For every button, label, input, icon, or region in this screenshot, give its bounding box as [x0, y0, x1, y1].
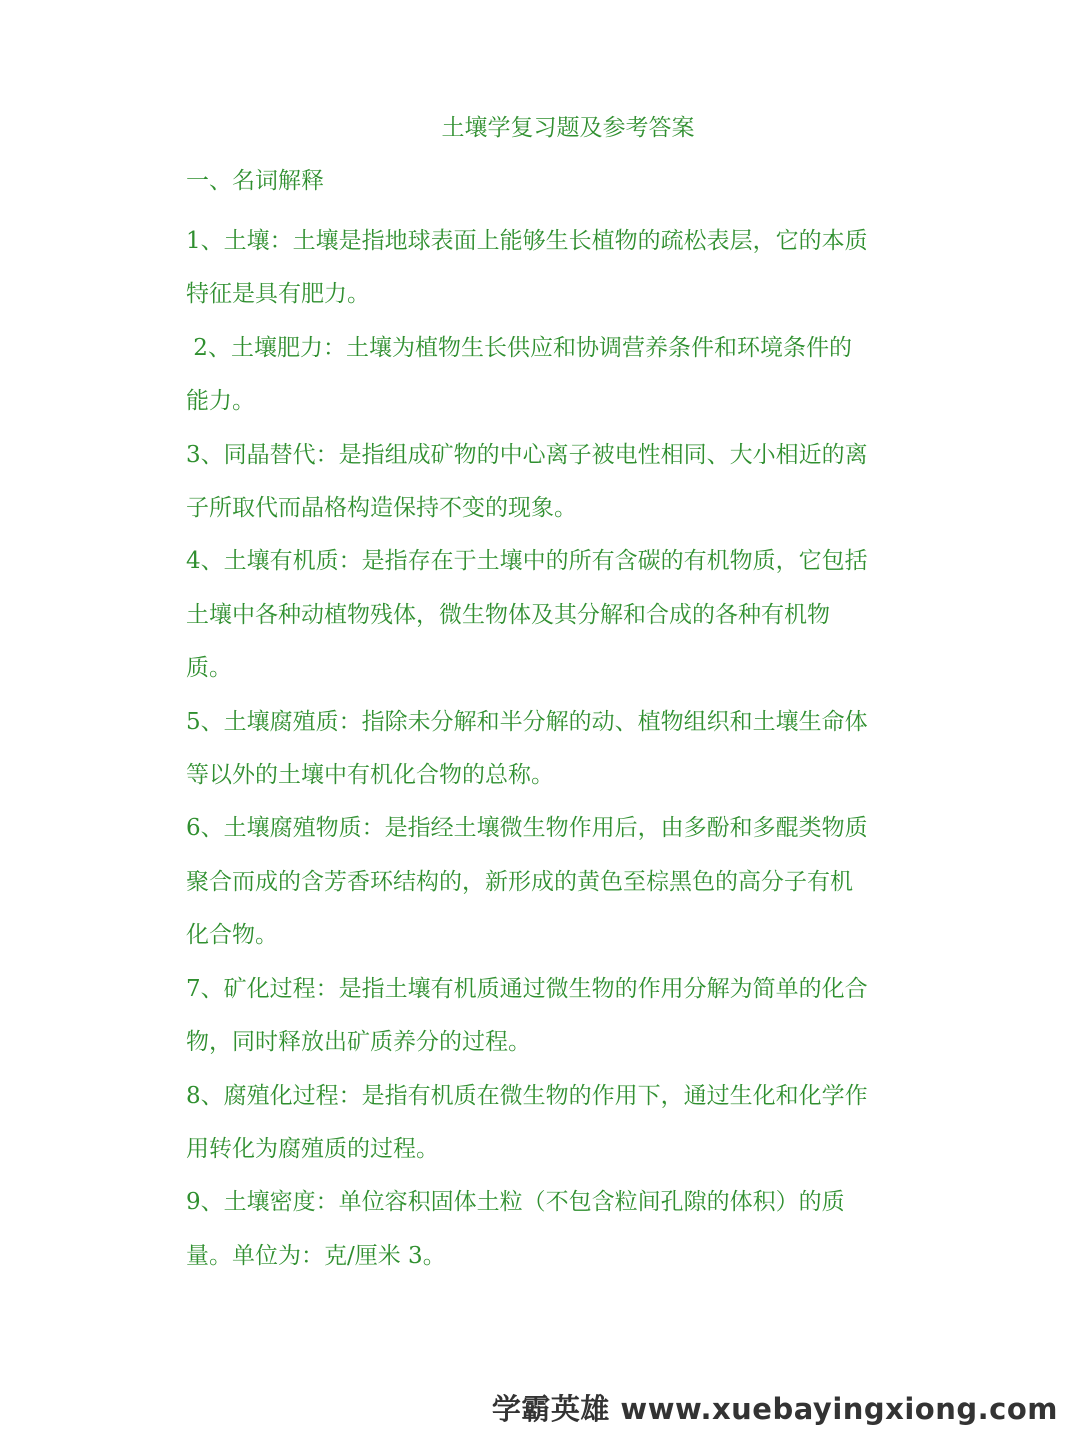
entry-line: 2、土壤肥力：土壤为植物生长供应和协调营养条件和环境条件的: [186, 334, 852, 361]
entry-line: 等以外的土壤中有机化合物的总称。: [186, 762, 554, 789]
entry-line: 聚合而成的含芳香环结构的，新形成的黄色至棕黑色的高分子有机: [186, 868, 853, 895]
entry-line: 3、同晶替代：是指组成矿物的中心离子被电性相同、大小相近的离: [186, 441, 868, 468]
definition-entry: [186, 1176, 896, 1283]
definition-entry: [186, 322, 896, 429]
entry-line: 用转化为腐殖质的过程。: [186, 1135, 439, 1162]
definition-entry: [186, 1070, 896, 1177]
definition-entry: [186, 696, 896, 803]
definition-entry: [186, 429, 896, 536]
definition-entry: [186, 802, 896, 962]
definitions-list: [186, 215, 896, 1283]
entry-line: 能力。: [186, 388, 255, 415]
entry-line: 土壤中各种动植物残体，微生物体及其分解和合成的各种有机物: [186, 601, 830, 628]
entry-line: 4、土壤有机质：是指存在于土壤中的所有含碳的有机物质，它包括: [186, 548, 868, 575]
entry-line: 化合物。: [186, 922, 278, 949]
entry-line: 物，同时释放出矿质养分的过程。: [186, 1029, 531, 1056]
entry-line: 7、矿化过程：是指土壤有机质通过微生物的作用分解为简单的化合: [186, 975, 868, 1002]
entry-line: 5、土壤腐殖质：指除未分解和半分解的动、植物组织和土壤生命体: [186, 708, 868, 735]
entry-line: 子所取代而晶格构造保持不变的现象。: [186, 495, 577, 522]
section-heading: 一、名词解释: [186, 168, 324, 194]
entry-line: 特征是具有肥力。: [186, 281, 370, 308]
entry-line: 8、腐殖化过程：是指有机质在微生物的作用下，通过生化和化学作: [186, 1082, 868, 1109]
site-watermark: 学霸英雄 www.xuebayingxiong.com: [491, 1392, 1058, 1426]
definition-entry: [186, 963, 896, 1070]
definition-entry: [186, 535, 896, 695]
definition-entry: [186, 215, 896, 322]
entry-line: 6、土壤腐殖物质：是指经土壤微生物作用后，由多酚和多醌类物质: [186, 815, 868, 842]
entry-line: 量。单位为：克/厘米 3。: [186, 1242, 446, 1269]
entry-line: 质。: [186, 655, 232, 682]
document-title: 土壤学复习题及参考答案: [441, 115, 695, 141]
entry-line: 1、土壤：土壤是指地球表面上能够生长植物的疏松表层，它的本质: [186, 228, 868, 254]
entry-line: 9、土壤密度：单位容积固体土粒（不包含粒间孔隙的体积）的质: [186, 1189, 845, 1216]
